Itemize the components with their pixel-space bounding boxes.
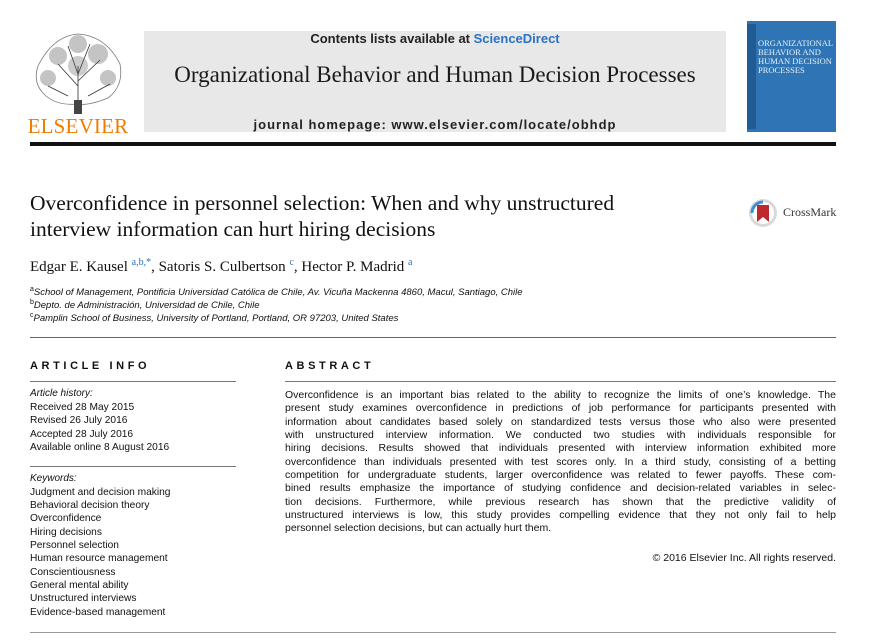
journal-homepage[interactable]: journal homepage: www.elsevier.com/locate/obhdp bbox=[253, 117, 617, 132]
abstract-line: tion decisions. Furthermore, while previous research has shown that the predictive validity of bbox=[285, 496, 836, 508]
abstract-line: information about candidates based solely on standardized tests versus those who also were presented bbox=[285, 416, 836, 428]
keyword[interactable]: Human resource management bbox=[30, 553, 168, 564]
abstract-line: with unstructured interview information. We conducted two studies with individuals responsible for bbox=[285, 429, 836, 441]
abstract-line: personnel selection decisions, but can actually hurt them. bbox=[285, 522, 552, 534]
keywords-rule bbox=[30, 466, 236, 467]
abstract-line: unstructured interviews is low, this study provides compelling evidence that they not only fail to help bbox=[285, 509, 836, 521]
affiliation: $^a$School of Management, Pontificia Universidad Católica de Chile, Av. Vicuña Mackenna 4860, Macul, Santiago, Chile bbox=[30, 286, 523, 299]
author-affiliation-marker[interactable]: c bbox=[289, 257, 294, 268]
elsevier-wordmark: ELSEVIER bbox=[27, 114, 129, 138]
abstract-heading: ABSTRACT bbox=[285, 360, 375, 372]
abstract-line: hiring decisions. Results showed that individuals presented with interview information exhibited more bbox=[285, 442, 836, 454]
article-info-heading: ARTICLE INFO bbox=[30, 360, 151, 372]
journal-cover-image bbox=[747, 21, 836, 132]
copyright-notice: © 2016 Elsevier Inc. All rights reserved. bbox=[652, 552, 836, 564]
history-item: Received 28 May 2015 bbox=[30, 402, 135, 413]
keyword[interactable]: Judgment and decision making bbox=[30, 487, 171, 498]
title-block-divider bbox=[30, 337, 836, 338]
contents-prefix: Contents lists available at bbox=[310, 31, 471, 46]
paper-title-line-1: Overconfidence in personnel selection: When and why unstructured bbox=[30, 191, 615, 215]
crossmark-icon[interactable] bbox=[748, 198, 778, 228]
keyword[interactable]: Overconfidence bbox=[30, 513, 102, 524]
history-item: Available online 8 August 2016 bbox=[30, 442, 170, 453]
abstract-line: competition for undergraduate students, larger overconfidence was related to fewer payoffs. These com- bbox=[285, 469, 836, 481]
contents-line bbox=[144, 31, 726, 46]
journal-title: Organizational Behavior and Human Decision Processes bbox=[174, 62, 696, 87]
article-history-label: Article history: bbox=[30, 388, 93, 399]
cover-subtitle-decoration bbox=[758, 77, 828, 82]
keyword[interactable]: Unstructured interviews bbox=[30, 593, 137, 604]
paper-title bbox=[30, 190, 720, 242]
author-name[interactable]: Hector P. Madrid bbox=[301, 259, 405, 275]
abstract-rule bbox=[285, 381, 836, 382]
crossmark-label[interactable]: CrossMark bbox=[783, 205, 837, 219]
keyword[interactable]: Evidence-based management bbox=[30, 607, 166, 618]
affiliation: $^b$Depto. de Administración, Universidad de Chile, Chile bbox=[30, 299, 260, 312]
history-item: Accepted 28 July 2016 bbox=[30, 429, 134, 440]
abstract-line: overconfidence than individuals presented with test scores only. In a third study, consisting of a betting bbox=[285, 456, 836, 468]
paper-title-line-2: interview information can hurt hiring decisions bbox=[30, 217, 436, 241]
author-name[interactable]: Satoris S. Culbertson bbox=[158, 259, 286, 275]
author-affiliation-marker[interactable]: a bbox=[408, 257, 413, 268]
keyword[interactable]: Behavioral decision theory bbox=[30, 500, 150, 511]
author-list: Edgar E. Kausel $^{a,b,*}$, Satoris S. Culbertson $^c$, Hector P. Madrid $^a$ bbox=[30, 257, 413, 275]
affiliation: $^c$Pamplin School of Business, University of Portland, Portland, OR 97203, United States bbox=[30, 312, 399, 325]
cover-title: ORGANIZATIONAL BEHAVIOR AND HUMAN DECISION PROCESSES bbox=[758, 38, 833, 75]
author-name[interactable]: Edgar E. Kausel bbox=[30, 259, 128, 275]
abstract-line: Overconfidence is an important bias related to the ability to recognize the limits of one’s knowledge. The bbox=[285, 389, 836, 401]
keyword[interactable]: Conscientiousness bbox=[30, 567, 116, 578]
keyword[interactable]: General mental ability bbox=[30, 580, 129, 591]
keyword[interactable]: Hiring decisions bbox=[30, 527, 102, 538]
history-item: Revised 26 July 2016 bbox=[30, 415, 128, 426]
abstract-line: present study examines overconfidence in predictions of job performance for participants presented with bbox=[285, 402, 836, 414]
author-affiliation-marker[interactable]: a,b,* bbox=[131, 257, 152, 268]
keywords-label: Keywords: bbox=[30, 473, 77, 484]
keyword[interactable]: Personnel selection bbox=[30, 540, 119, 551]
bottom-divider bbox=[30, 632, 836, 633]
sciencedirect-link[interactable]: ScienceDirect bbox=[473, 31, 560, 46]
article-info-rule bbox=[30, 381, 236, 382]
abstract-line: bined results emphasize the importance of studying confidence and decision-related variables in selec- bbox=[285, 482, 836, 494]
header-divider bbox=[30, 142, 836, 146]
cut-off-header-text bbox=[0, 0, 873, 6]
